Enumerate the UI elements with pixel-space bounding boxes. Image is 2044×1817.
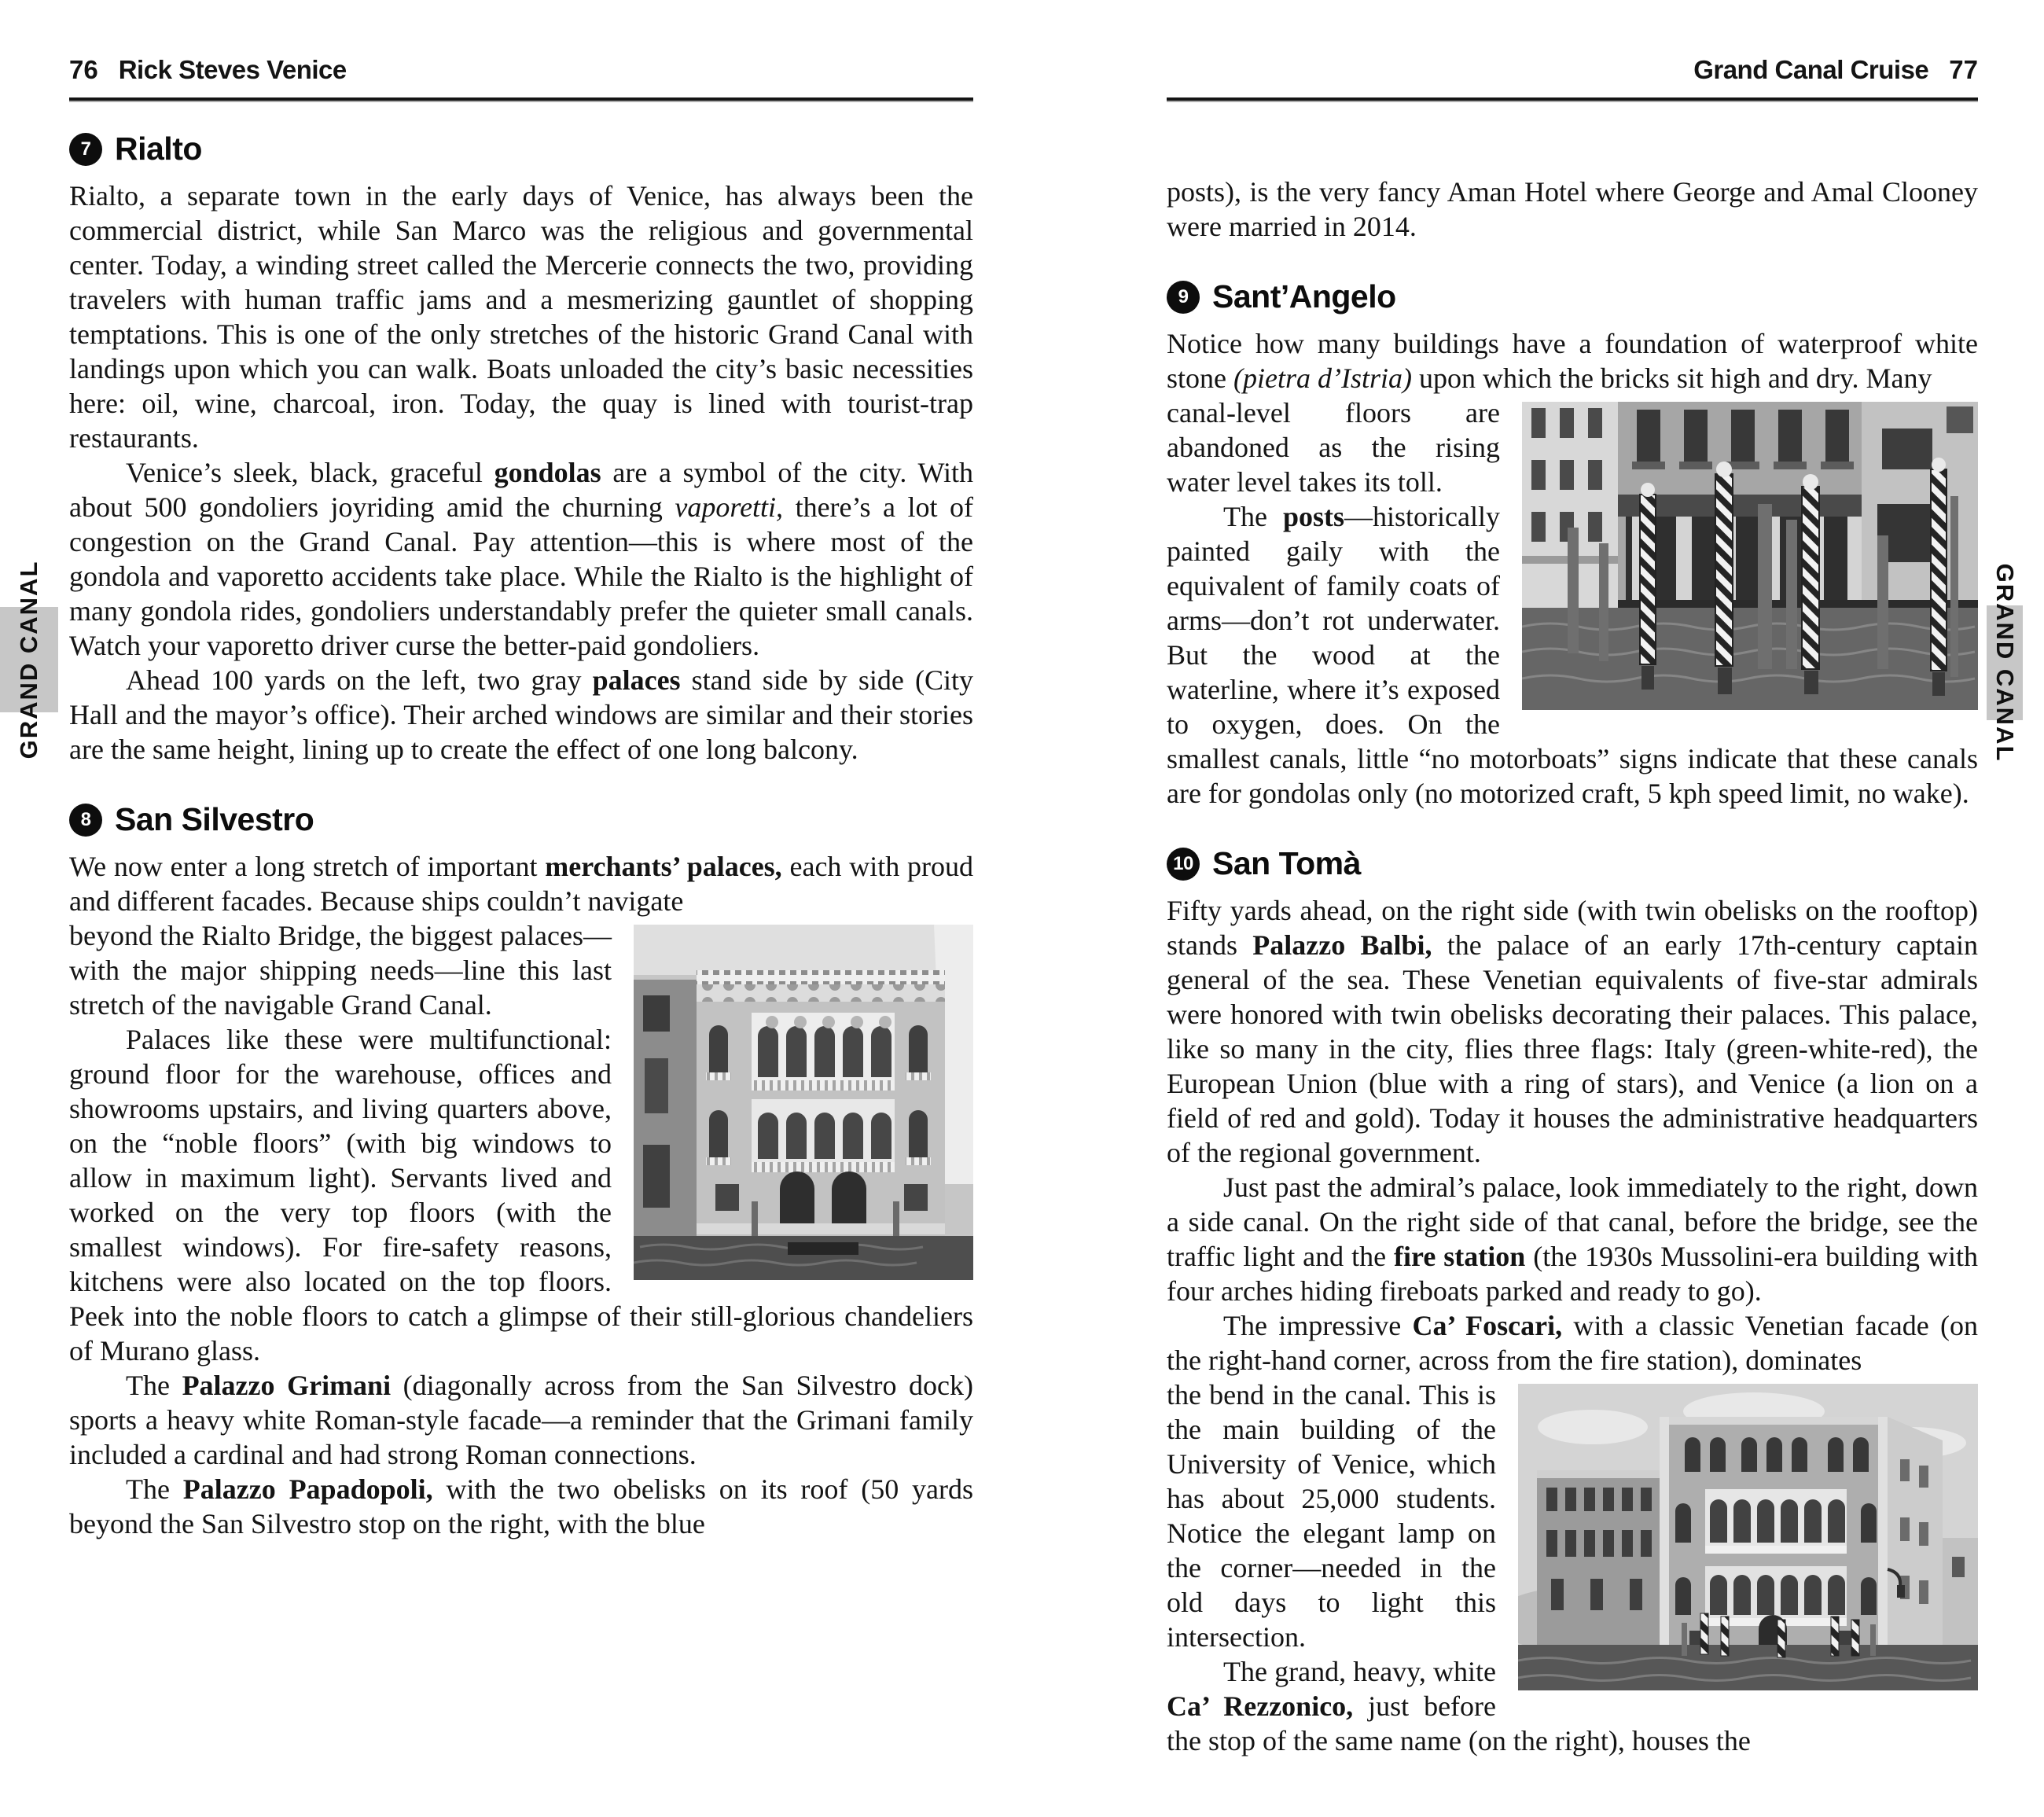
circled-number-10: 10 — [1167, 848, 1200, 881]
paragraph: The Palazzo Papadopoli, with the two obelisks on its roof (50 yards beyond the San Silvestro stop on the right, with the blue — [69, 1473, 973, 1539]
page-left — [69, 55, 973, 1541]
book-title: Rick Steves Venice — [118, 55, 347, 84]
section-heading-san-toma — [1167, 845, 1978, 882]
paragraph: Rialto, a separate town in the early days of Venice, has always been the commercial district, while San Marco was the religious and governmental center. Today, a winding street called the Mercerie connects the two, providing travelers with human traffic jams and a mesmerizing gauntlet of shopping temptations. This is one of the only stretches of the historic Grand Canal with landings upon which you can walk. Boats unloaded the city’s basic necessities here: oil, wine, charcoal, iron. Today, the quay is lined with tourist-trap restaurants. — [69, 180, 973, 454]
page-number: 77 — [1949, 55, 1978, 84]
grand-canal-margin-tab-left — [0, 560, 58, 760]
circled-number-8: 8 — [69, 804, 102, 837]
paragraph: Ahead 100 yards on the left, two gray palaces stand side by side (City Hall and the mayor’s office). Their arched windows are similar and their stories are the same height, lining up to create the effect of one long balcony. — [69, 664, 973, 765]
section-heading-san-silvestro — [69, 801, 973, 838]
text-photo-wrap — [1167, 1377, 1978, 1758]
page-header-left — [69, 55, 973, 97]
header-rule — [69, 97, 973, 101]
merchant-palace-photo — [634, 925, 973, 1280]
paragraph: Notice how many buildings have a foundation of waterproof white stone (pietra d’Istria) upon which the bricks sit high and dry. Many — [1167, 328, 1978, 394]
header-rule — [1167, 97, 1978, 101]
paragraph: Fifty yards ahead, on the right side (with twin obelisks on the rooftop) stands Palazzo Balbi, the palace of an early 17th-century captain general of the sea. These Venetian equivalents of five-star admirals were honored with twin obelisks decorating their palaces. This palace, like so many in the city, flies three flags: Italy (green-white-red), the European Union (blue with a ring of stars), and Venice (a lion on a field of red and gold). Today it houses the administrative headquarters of the regional government. — [1167, 895, 1979, 1168]
section-title: San Tomà — [1212, 845, 1361, 881]
circled-number-7: 7 — [69, 133, 102, 166]
paragraph: The grand, heavy, white Ca’ Rezzonico, just before the stop of the same name (on the right), houses the — [1167, 1656, 1751, 1756]
margin-tab-label: GRAND CANAL — [1991, 563, 2019, 763]
paragraph: The impressive Ca’ Foscari, with a classic Venetian facade (on the right-hand corner, across from the fire station), dominates — [1167, 1310, 1978, 1376]
circled-number-9: 9 — [1167, 281, 1200, 314]
text-photo-wrap — [69, 918, 973, 1368]
paragraph: posts), is the very fancy Aman Hotel where George and Amal Clooney were married in 2014. — [1167, 176, 1978, 242]
page-header-right — [1167, 55, 1978, 97]
section-title: Rialto — [115, 131, 202, 167]
page-number: 76 — [69, 55, 98, 84]
chapter-title: Grand Canal Cruise — [1693, 55, 1929, 84]
paragraph: canal-level floors are abandoned as the rising water level takes its toll. — [1167, 397, 1500, 498]
grand-canal-margin-tab-right — [1987, 563, 2023, 763]
margin-tab-label: GRAND CANAL — [15, 560, 42, 760]
page-right — [1167, 55, 1978, 1758]
section-title: San Silvestro — [115, 801, 314, 837]
paragraph: Palaces like these were multifunctional: ground floor for the warehouse, offices and showrooms upstairs, and living quarters above, on the “noble floors” (with big windows to allow in maximum light). Servants lived and worked on the very top floors (with the smallest windows). For fire-safety reasons, kitchens were also located on the top floors. Peek into the noble floors to catch a glimpse of their still-glorious chandeliers of Murano glass. — [69, 1024, 973, 1366]
section-heading-rialto — [69, 131, 973, 167]
paragraph: the bend in the canal. This is the main building of the University of Venice, which has about 25,000 students. Notice the elegant lamp on the corner—needed in the old days to light this intersection. — [1167, 1379, 1496, 1653]
paragraph: The posts—historically painted gaily with the equivalent of family coats of arms—don’t rot underwater. But the wood at the waterline, where it’s exposed to oxygen, does. On the smallest canals, little “no motorboats” signs indicate that these canals are for gondolas only (no motorized craft, 5 kph speed limit, no wake). — [1167, 501, 1978, 809]
ca-foscari-photo — [1518, 1384, 1978, 1690]
text-photo-wrap — [1167, 395, 1978, 811]
striped-posts-photo — [1522, 402, 1978, 710]
paragraph: We now enter a long stretch of important merchants’ palaces, each with proud and different facades. Because ships couldn’t navigate — [69, 851, 973, 917]
section-heading-sant-angelo — [1167, 278, 1978, 315]
paragraph: beyond the Rialto Bridge, the biggest palaces—with the major shipping needs—line this last stretch of the navigable Grand Canal. — [69, 920, 612, 1021]
section-title: Sant’Angelo — [1212, 278, 1396, 314]
paragraph: The Palazzo Grimani (diagonally across from the San Silvestro dock) sports a heavy white Roman-style facade—a reminder that the Grimani family included a cardinal and had strong Roman connections. — [69, 1370, 973, 1470]
paragraph: Venice’s sleek, black, graceful gondolas are a symbol of the city. With about 500 gondoliers joyriding amid the churning vaporetti, there’s a lot of congestion on the Grand Canal. Pay attention—this is where most of the gondola and vaporetto accidents take place. While the Rialto is the highlight of many gondola rides, gondoliers understandably prefer the quieter small canals. Watch your vaporetto driver curse the better-paid gondoliers. — [69, 457, 974, 661]
paragraph: Just past the admiral’s palace, look immediately to the right, down a side canal. On the right side of that canal, before the bridge, see the traffic light and the fire station (the 1930s Mussolini-era building with four arches hiding fireboats parked and ready to go). — [1167, 1171, 1978, 1307]
